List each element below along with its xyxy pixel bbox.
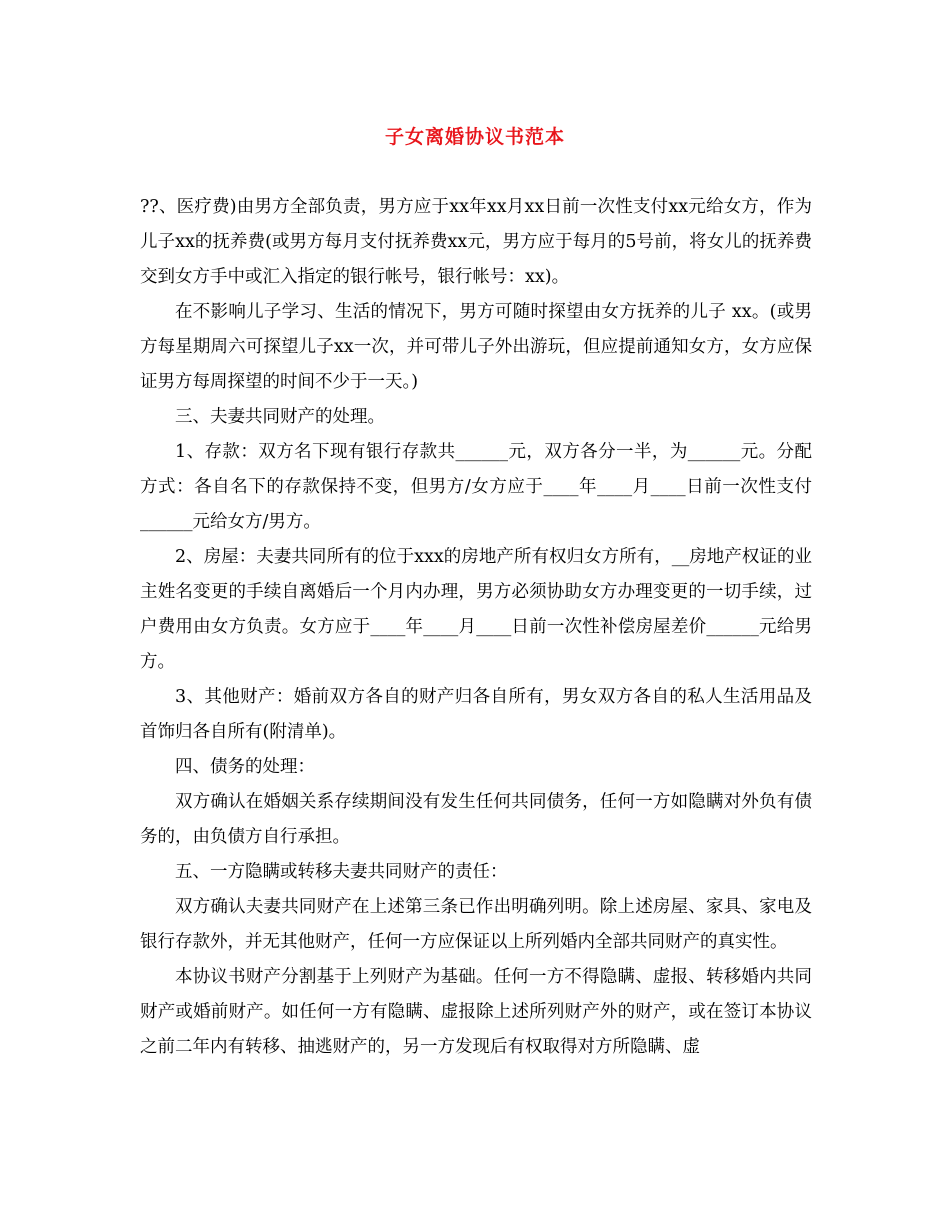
section-heading-concealment: 五、一方隐瞒或转移夫妻共同财产的责任： (175, 862, 508, 882)
paragraph-debts: 双方确认在婚姻关系存续期间没有发生任何共同债务，任何一方如隐瞒对外负有债务的，由负债方自行承担。 (140, 792, 812, 847)
paragraph-house: 2、房屋：夫妻共同所有的位于xxx的房地产所有权归女方所有，__房地产权证的业主姓名变更的手续自离婚后一个月内办理，男方必须协助女方办理变更的一切手续，过户费用由女方负责。女方应于____年____月____日前一次性补偿房屋差价______元给男方。 (140, 547, 812, 672)
paragraph-child-support: ??、医疗费)由男方全部负责，男方应于xx年xx月xx日前一次性支付xx元给女方，作为儿子xx的抚养费(或男方每月支付抚养费xx元，男方应于每月的5号前，将女儿的抚养费交到女方手中或汇入指定的银行帐号，银行帐号：xx)。 (140, 197, 812, 287)
section-heading-property: 三、夫妻共同财产的处理。 (175, 407, 385, 427)
paragraph-property-basis: 本协议书财产分割基于上列财产为基础。任何一方不得隐瞒、虚报、转移婚内共同财产或婚前财产。如任何一方有隐瞒、虚报除上述所列财产外的财产，或在签订本协议之前二年内有转移、抽逃财产的，另一方发现后有权取得对方所隐瞒、虚 (140, 967, 812, 1057)
paragraph-deposits: 1、存款：双方名下现有银行存款共______元，双方各分一半，为______元。分配方式：各自名下的存款保持不变，但男方/女方应于____年____月____日前一次性支付______元给女方/男方。 (140, 442, 812, 532)
document-body (140, 190, 812, 1065)
paragraph-other-property: 3、其他财产：婚前双方各自的财产归各自所有，男女双方各自的私人生活用品及首饰归各自所有(附清单)。 (140, 687, 812, 742)
section-heading-debts: 四、债务的处理： (175, 757, 315, 777)
document-title: 子女离婚协议书范本 (384, 126, 565, 148)
paragraph-property-confirmation: 双方确认夫妻共同财产在上述第三条已作出明确列明。除上述房屋、家具、家电及银行存款外，并无其他财产，任何一方应保证以上所列婚内全部共同财产的真实性。 (140, 897, 812, 952)
paragraph-visitation: 在不影响儿子学习、生活的情况下，男方可随时探望由女方抚养的儿子 xx。(或男方每星期周六可探望儿子xx一次，并可带儿子外出游玩，但应提前通知女方，女方应保证男方每周探望的时间不少于一天。) (140, 302, 812, 392)
